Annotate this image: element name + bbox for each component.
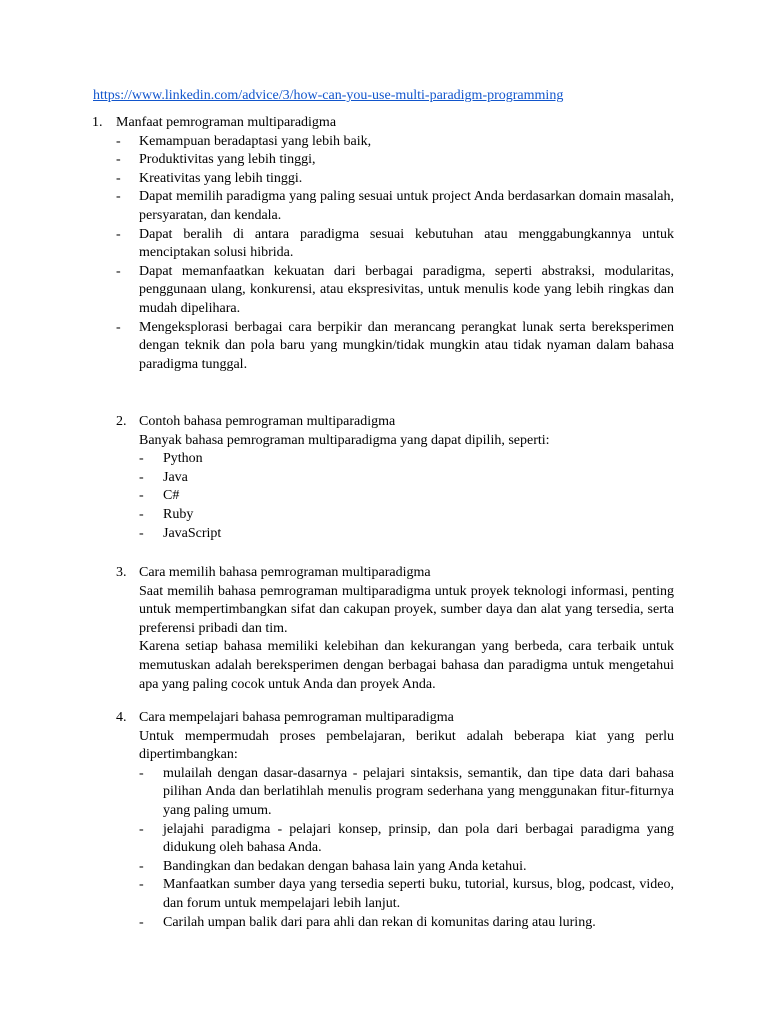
list-item-text: Manfaatkan sumber daya yang tersedia seperti buku, tutorial, kursus, blog, podcast, video, dan forum untuk mempelajari lebih lanjut. [163, 877, 674, 911]
dash-bullet: - [139, 451, 144, 467]
dash-bullet: - [139, 914, 144, 930]
list-item [116, 263, 674, 319]
list-item [116, 151, 674, 170]
section-title: Cara memilih bahasa pemrograman multiparadigma [139, 565, 431, 580]
list-item [116, 188, 674, 225]
source-link[interactable]: https://www.linkedin.com/advice/3/how-can-you-use-multi-paradigm-programming [93, 88, 564, 103]
list-item [116, 133, 674, 152]
list-item-text: Dapat memilih paradigma yang paling sesuai untuk project Anda berdasarkan domain masalah, persyaratan, dan kendala. [139, 189, 674, 223]
dash-bullet: - [116, 263, 121, 279]
list-item-text: JavaScript [163, 525, 222, 541]
list-item-text: Dapat beralih di antara paradigma sesuai kebutuhan atau menggabungkannya untuk menciptakan solusi hibrida. [139, 226, 674, 261]
dash-bullet: - [139, 469, 144, 485]
list-item-text: Mengeksplorasi berbagai cara berpikir dan merancang perangkat lunak serta bereksperimen dengan teknik dan pola baru yang mungkin/tidak mungkin atau tidak nyaman dalam bahasa paradigma tunggal. [139, 319, 674, 372]
dash-bullet: - [116, 226, 121, 242]
list-item [139, 876, 674, 913]
list-item-text: Java [163, 469, 188, 485]
dash-bullet: - [139, 525, 144, 541]
list-item [139, 487, 674, 506]
section-intro: Banyak bahasa pemrograman multiparadigma yang dapat dipilih, seperti: [139, 432, 550, 448]
dash-bullet: - [139, 765, 144, 781]
languages-list [139, 450, 674, 543]
list-item-text: Carilah umpan balik dari para ahli dan rekan di komunitas daring atau luring. [163, 914, 596, 930]
dash-bullet: - [139, 858, 144, 874]
section-paragraph: Saat memilih bahasa pemrograman multiparadigma untuk proyek teknologi informasi, penting untuk mempertimbangkan sifat dan cakupan proyek, sumber daya dan alat yang tersedia, serta preferensi pribadi dan tim. [139, 583, 674, 636]
section-number: 3. [116, 565, 127, 580]
section-number: 4. [116, 710, 127, 725]
list-item [139, 821, 674, 858]
list-item [139, 506, 674, 525]
list-item-text: mulailah dengan dasar-dasarnya - pelajari sintaksis, semantik, dan tipe data dari bahasa pilihan Anda dan berlatihlah menulis program sederhana yang menggunakan fitur-fiturnya yang paling umum. [163, 765, 674, 818]
list-item [139, 914, 674, 933]
list-item-text: C# [163, 488, 180, 504]
benefits-list [116, 133, 674, 375]
dash-bullet: - [116, 319, 121, 335]
list-item-text: Dapat memanfaatkan kekuatan dari berbagai paradigma, seperti abstraksi, modularitas, penggunaan ulang, konkurensi, atau ekspresivitas, untuk menulis kode yang lebih ringkas dan mudah dipelihara. [139, 263, 674, 316]
list-item [139, 450, 674, 469]
section-title: Contoh bahasa pemrograman multiparadigma [139, 414, 396, 429]
list-item [116, 226, 674, 263]
dash-bullet: - [139, 821, 144, 837]
section-paragraph: Karena setiap bahasa memiliki kelebihan dan kekurangan yang berbeda, cara terbaik untuk memutuskan adalah bereksperimen dengan berbagai bahasa dan paradigma untuk mengetahui apa yang paling cocok untuk Anda dan proyek Anda. [139, 639, 674, 692]
list-item-text: Produktivitas yang lebih tinggi, [139, 152, 316, 168]
section-title: Cara mempelajari bahasa pemrograman multiparadigma [139, 710, 454, 725]
dash-bullet: - [116, 152, 121, 168]
list-item [139, 469, 674, 488]
dash-bullet: - [139, 488, 144, 504]
dash-bullet: - [139, 877, 144, 893]
dash-bullet: - [139, 506, 144, 522]
section-intro: Untuk mempermudah proses pembelajaran, berikut adalah beberapa kiat yang perlu dipertimbangkan: [139, 728, 674, 763]
section-number: 1. [92, 115, 103, 130]
list-item [116, 170, 674, 189]
list-item-text: jelajahi paradigma - pelajari konsep, prinsip, dan pola dari berbagai paradigma yang didukung oleh bahasa Anda. [163, 821, 674, 856]
list-item [139, 858, 674, 877]
dash-bullet: - [116, 133, 121, 149]
list-item-text: Python [163, 451, 203, 467]
list-item-text: Bandingkan dan bedakan dengan bahasa lain yang Anda ketahui. [163, 858, 527, 874]
section-learning [116, 709, 674, 932]
list-item-text: Kreativitas yang lebih tinggi. [139, 170, 303, 186]
section-examples [116, 413, 674, 543]
section-benefits [92, 114, 697, 374]
list-item [139, 525, 674, 544]
section-title: Manfaat pemrograman multiparadigma [116, 115, 337, 130]
dash-bullet: - [116, 170, 121, 186]
section-choosing [116, 564, 674, 694]
list-item-text: Ruby [163, 506, 194, 522]
list-item-text: Kemampuan beradaptasi yang lebih baik, [139, 133, 372, 149]
list-item [139, 765, 674, 821]
list-item [116, 319, 674, 375]
section-number: 2. [116, 414, 127, 429]
tips-list [139, 765, 674, 932]
dash-bullet: - [116, 189, 121, 205]
